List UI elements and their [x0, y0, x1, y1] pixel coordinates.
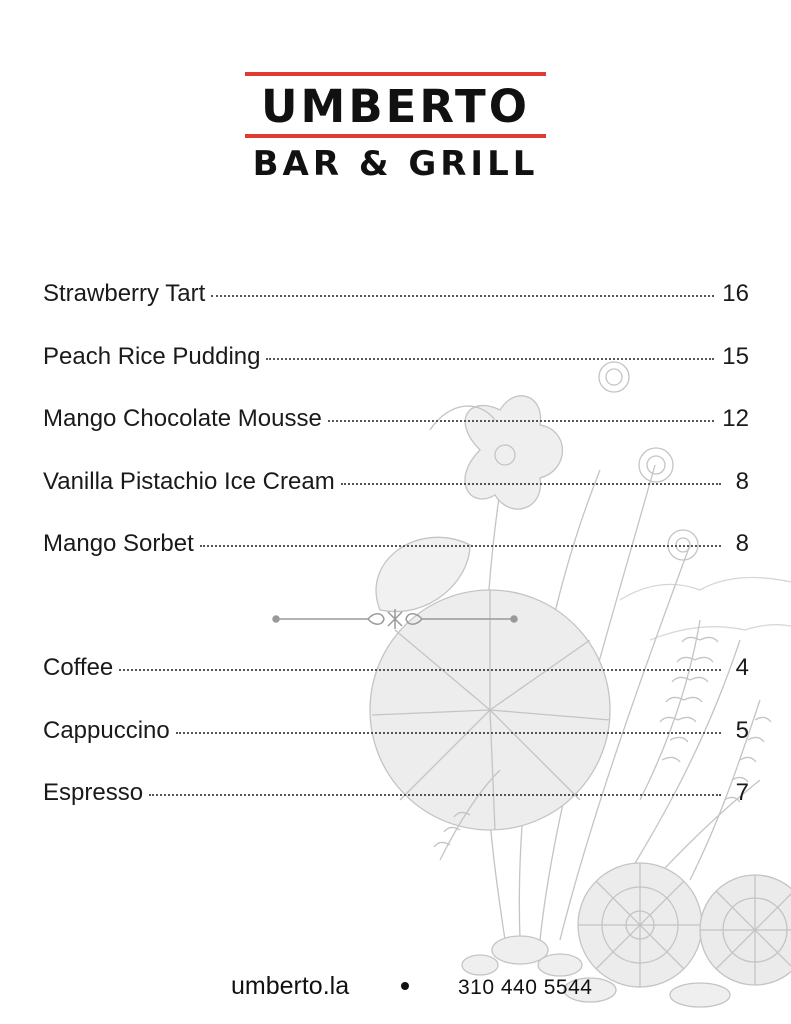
- menu-item: [43, 468, 749, 531]
- menu-item: [43, 654, 749, 717]
- logo-name: UMBERTO: [261, 80, 530, 133]
- menu-item: [43, 530, 749, 593]
- menu-item-price: 8: [735, 530, 749, 557]
- menu-item-name: Mango Sorbet: [43, 530, 194, 557]
- drinks-menu: [43, 654, 749, 842]
- restaurant-logo: [245, 72, 546, 184]
- logo-top-rule: [245, 72, 546, 76]
- menu-item-name: Peach Rice Pudding: [43, 342, 261, 370]
- logo-middle-rule: [245, 134, 546, 138]
- separator-dot-icon: [401, 982, 409, 990]
- menu-item-price: 4: [735, 654, 749, 681]
- logo-subtitle: BAR & GRILL: [252, 144, 539, 184]
- footer: [0, 968, 791, 1008]
- menu-item-price: 15: [722, 342, 749, 370]
- menu-item-price: 5: [735, 716, 749, 744]
- dotted-leader: [328, 420, 714, 422]
- menu-item-name: Strawberry Tart: [43, 280, 206, 307]
- dotted-leader: [176, 732, 721, 734]
- menu-item: [43, 405, 749, 468]
- phone-number[interactable]: 310 440 5544: [458, 976, 593, 999]
- menu-item-price: 12: [722, 405, 749, 432]
- dessert-menu: [43, 280, 749, 593]
- dotted-leader: [119, 669, 721, 671]
- menu-item: [43, 717, 749, 780]
- menu-item-price: 16: [722, 280, 749, 307]
- menu-item: [43, 343, 749, 406]
- menu-item-name: Vanilla Pistachio Ice Cream: [43, 467, 335, 495]
- menu-item-name: Espresso: [43, 779, 144, 806]
- menu-item: [43, 779, 749, 842]
- dotted-leader: [200, 545, 721, 547]
- menu-item-price: 8: [735, 467, 749, 495]
- ornamental-divider-icon: [272, 606, 518, 632]
- menu-item-name: Mango Chocolate Mousse: [43, 405, 322, 432]
- menu-item-name: Coffee: [43, 654, 114, 681]
- menu-item-name: Cappuccino: [43, 716, 170, 744]
- dotted-leader: [266, 358, 714, 360]
- dotted-leader: [149, 794, 721, 796]
- website-link[interactable]: umberto.la: [231, 972, 350, 1000]
- dotted-leader: [211, 295, 714, 297]
- dotted-leader: [341, 483, 721, 485]
- menu-item: [43, 280, 749, 343]
- menu-item-price: 7: [735, 779, 749, 806]
